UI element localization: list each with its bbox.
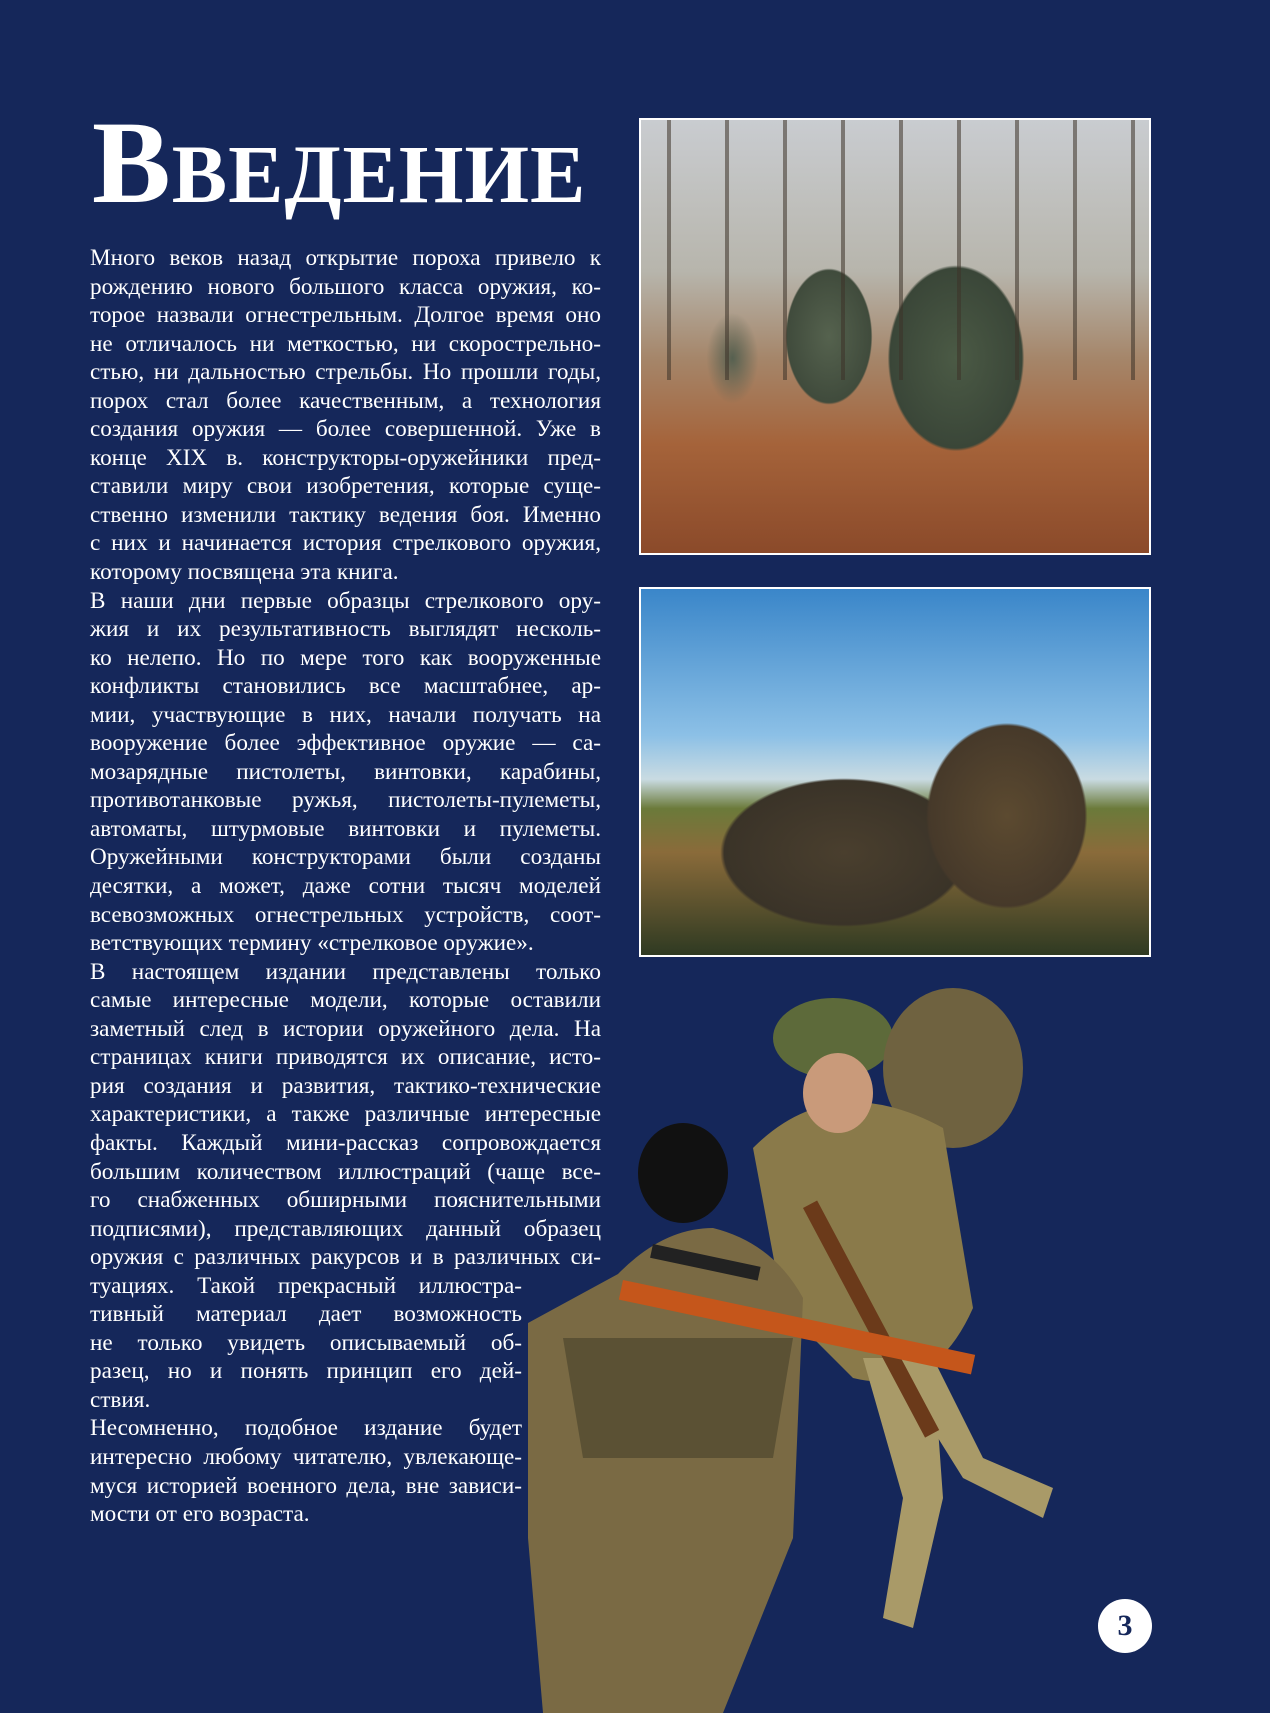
paragraph-4-line: Несомненно, подобное издание будет — [90, 1415, 522, 1442]
paragraph-4-line: муся историей военного дела, вне зависи- — [90, 1472, 522, 1499]
paragraph-3-line: рия создания и развития, тактико-технические — [90, 1072, 601, 1099]
paragraph-1-line: порох стал более качественным, а технология — [90, 387, 601, 414]
paragraph-3-line: тивный материал дает возможность — [90, 1301, 522, 1328]
paragraph-3-line: самые интересные модели, которые оставили — [90, 987, 601, 1014]
paragraph-2-line: В наши дни первые образцы стрелкового ору- — [90, 587, 601, 614]
paragraph-2-line: жия и их результативность выглядят несколь- — [90, 616, 601, 643]
paragraph-1-line: Много веков назад открытие пороха привело к — [90, 245, 601, 271]
paragraph-1-line: рождению нового большого класса оружия, ко- — [90, 273, 601, 300]
paragraph-2-line: мии, участвующие в них, начали получать на — [90, 701, 601, 728]
paragraph-2-line: ветствующих термину «стрелковое оружие». — [90, 930, 534, 957]
paragraph-3-line: не только увидеть описываемый об- — [90, 1329, 522, 1356]
paragraph-1-line: не отличалось ни меткостью, ни скорострельно- — [90, 330, 601, 357]
paragraph-1-line: ственно изменили тактику ведения боя. Именно — [90, 501, 601, 528]
page-title: Введение — [92, 97, 587, 228]
paragraph-2-line: десятки, а может, даже сотни тысяч моделей — [90, 873, 601, 900]
paragraph-3-line: оружия с различных ракурсов и в различных си- — [90, 1244, 601, 1271]
paragraph-2-line: мозарядные пистолеты, винтовки, карабины, — [90, 758, 601, 785]
paragraph-1-line: торое назвали огнестрельным. Долгое время оно — [90, 302, 601, 329]
paragraph-3-line: большим количеством иллюстраций (чаще все- — [90, 1158, 601, 1185]
paragraph-4-line: мости от его возраста. — [90, 1501, 310, 1528]
paragraph-1-line: которому посвящена эта книга. — [90, 559, 399, 586]
photo-soldiers-forest — [639, 118, 1151, 555]
paragraph-3-line: страницах книги приводятся их описание, исто- — [90, 1044, 601, 1071]
paragraph-3-line: В настоящем издании представлены только — [90, 958, 601, 985]
paragraph-4-line: интересно любому читателю, увлекающе- — [90, 1443, 522, 1470]
paragraph-3-line: подписями), представляющих данный образец — [90, 1215, 601, 1242]
paragraph-1-line: с них и начинается история стрелкового оружия, — [90, 530, 601, 557]
photo-soldiers-machine-gun-march — [639, 587, 1151, 957]
paragraph-1-line: ставили миру свои изобретения, которые суще- — [90, 473, 601, 500]
paragraph-3-line: характеристики, а также различные интересные — [90, 1101, 601, 1128]
paragraph-1-line: создания оружия — более совершенной. Уже в — [90, 416, 601, 443]
paragraph-2-line: вооружение более эффективное оружие — са- — [90, 730, 601, 757]
paragraph-3-line: разец, но и понять принцип его дей- — [90, 1358, 522, 1385]
page-number: 3 — [1098, 1599, 1152, 1653]
paragraph-2-line: всевозможных огнестрельных устройств, соот- — [90, 901, 601, 928]
body-text — [90, 244, 601, 1529]
paragraph-2-line: конфликты становились все масштабнее, ар- — [90, 673, 601, 700]
paragraph-3-line: туациях. Такой прекрасный иллюстра- — [90, 1272, 522, 1299]
paragraph-2-line: автоматы, штурмовые винтовки и пулеметы. — [90, 815, 601, 842]
paragraph-3-line: факты. Каждый мини-рассказ сопровождается — [90, 1129, 601, 1156]
paragraph-1-line: конце XIX в. конструкторы-оружейники пред- — [90, 444, 601, 471]
paragraph-3-line: ствия. — [90, 1386, 151, 1413]
paragraph-2-line: ко нелепо. Но по мере того как вооруженные — [90, 644, 601, 671]
paragraph-3-line: го снабженных обширными пояснительными — [90, 1187, 601, 1214]
paragraph-2-line: противотанковые ружья, пистолеты-пулеметы, — [90, 787, 601, 814]
paragraph-3-line: заметный след в истории оружейного дела. На — [90, 1015, 601, 1042]
paragraph-2-line: Оружейными конструкторами были созданы — [90, 844, 601, 871]
paragraph-1-line: стью, ни дальностью стрельбы. Но прошли годы, — [90, 359, 601, 386]
